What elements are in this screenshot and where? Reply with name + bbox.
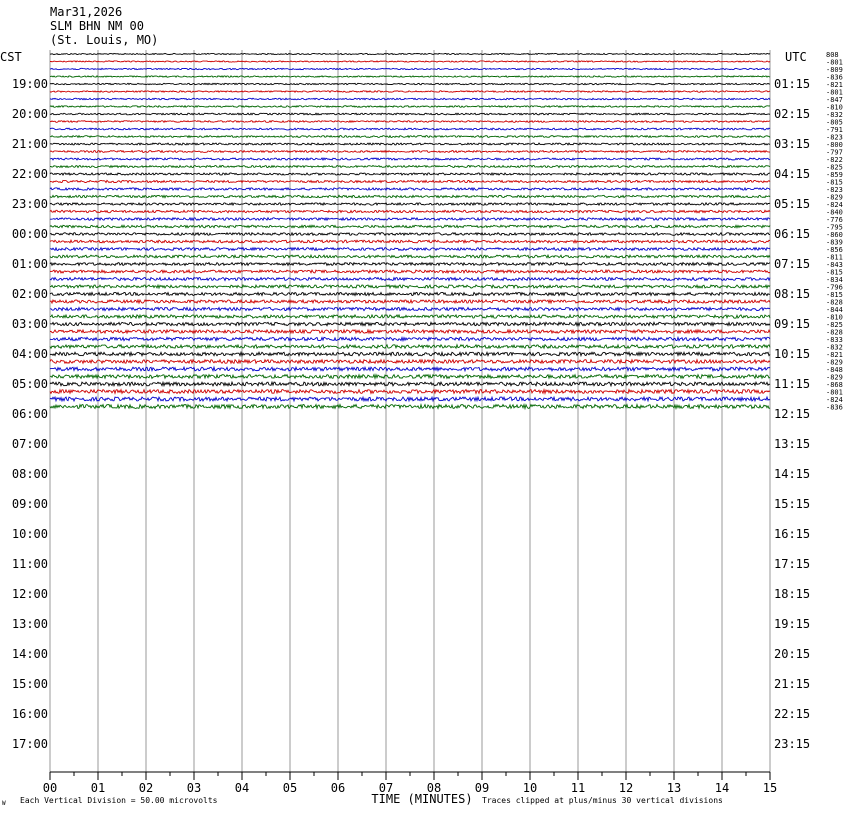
trace-line-14: [50, 158, 770, 160]
trace-line-7: [50, 106, 770, 108]
left-hour-label: 04:00: [11, 347, 48, 361]
trace-offset-label: -797: [826, 148, 843, 157]
trace-offset-label: -791: [826, 126, 843, 134]
left-hour-label: 11:00: [11, 557, 48, 571]
trace-offset-label: -821: [826, 351, 843, 359]
trace-line-24: [50, 233, 770, 236]
left-hour-label: 21:00: [11, 137, 48, 151]
left-hour-labels: [12, 77, 48, 751]
trace-line-37: [50, 330, 770, 333]
left-hour-label: 14:00: [11, 647, 48, 661]
trace-line-22: [50, 218, 770, 220]
trace-line-17: [50, 180, 770, 182]
left-hour-label: 17:00: [11, 737, 48, 751]
right-hour-label: 21:15: [774, 677, 811, 691]
right-hour-label: 03:15: [774, 137, 811, 151]
trace-offset-labels: [826, 51, 843, 412]
date-label: Mar31,2026: [50, 5, 123, 19]
trace-offset-label: -848: [826, 366, 843, 374]
trace-offset-label: -815: [826, 178, 843, 187]
right-hour-label: 06:15: [774, 227, 811, 241]
x-tick-label-11: 11: [570, 781, 586, 795]
trace-offset-label: -829: [826, 358, 843, 367]
trace-line-5: [50, 91, 770, 92]
right-hour-label: 18:15: [774, 587, 811, 601]
right-hour-label: 20:15: [774, 647, 811, 661]
trace-offset-label: -776: [826, 216, 843, 224]
right-hour-label: 13:15: [774, 437, 811, 451]
x-axis-title: TIME (MINUTES): [371, 792, 473, 806]
location-label: (St. Louis, MO): [50, 33, 159, 47]
trace-offset-label: -847: [826, 96, 843, 104]
corner-mark: W: [2, 800, 6, 807]
trace-offset-label: -839: [826, 238, 843, 247]
x-tick-label-12: 12: [618, 781, 634, 795]
trace-offset-label: -822: [826, 156, 843, 164]
trace-line-15: [50, 165, 770, 167]
x-tick-label-00: 00: [42, 781, 58, 795]
right-hour-label: 16:15: [774, 527, 811, 541]
trace-offset-label: -828: [826, 298, 843, 307]
x-tick-label-03: 03: [186, 781, 202, 795]
trace-line-32: [50, 292, 770, 295]
trace-line-29: [50, 270, 770, 273]
x-tick-label-02: 02: [138, 781, 154, 795]
trace-offset-label: -823: [826, 133, 843, 142]
trace-line-2: [50, 68, 770, 69]
left-hour-label: 00:00: [11, 227, 48, 241]
trace-line-30: [50, 278, 770, 281]
trace-offset-label: -868: [826, 381, 843, 389]
trace-line-12: [50, 143, 770, 145]
trace-offset-label: -795: [826, 223, 843, 232]
trace-offset-label: -823: [826, 186, 843, 194]
trace-line-18: [50, 188, 770, 190]
left-hour-label: 05:00: [11, 377, 48, 391]
trace-offset-label: -824: [826, 201, 843, 209]
trace-offset-label: -810: [826, 313, 843, 322]
trace-offset-label: -859: [826, 171, 843, 179]
trace-line-38: [50, 337, 770, 340]
right-hour-label: 05:15: [774, 197, 811, 211]
trace-line-10: [50, 128, 770, 130]
trace-line-31: [50, 285, 770, 288]
right-hour-label: 10:15: [774, 347, 811, 361]
trace-offset-label: -844: [826, 306, 843, 314]
trace-offset-label: -821: [826, 81, 843, 89]
trace-line-4: [50, 83, 770, 84]
left-hour-label: 07:00: [11, 437, 48, 451]
trace-offset-label: -815: [826, 291, 843, 299]
left-hour-label: 02:00: [11, 287, 48, 301]
trace-offset-label: -801: [826, 88, 843, 97]
right-hour-label: 07:15: [774, 257, 811, 271]
right-hour-label: 09:15: [774, 317, 811, 331]
trace-line-41: [50, 360, 770, 364]
x-tick-label-09: 09: [474, 781, 490, 795]
trace-line-6: [50, 98, 770, 100]
right-hour-label: 17:15: [774, 557, 811, 571]
right-hour-label: 12:15: [774, 407, 811, 421]
trace-line-25: [50, 240, 770, 243]
right-hour-label: 01:15: [774, 77, 811, 91]
x-tick-label-04: 04: [234, 781, 250, 795]
right-hour-label: 22:15: [774, 707, 811, 721]
left-hour-label: 19:00: [11, 77, 48, 91]
right-hour-label: 19:15: [774, 617, 811, 631]
trace-offset-label: -825: [826, 163, 843, 172]
left-hour-label: 08:00: [11, 467, 48, 481]
trace-line-36: [50, 322, 770, 325]
left-hour-label: 13:00: [11, 617, 48, 631]
trace-line-16: [50, 173, 770, 175]
trace-line-3: [50, 76, 770, 77]
trace-offset-label: -801: [826, 388, 843, 397]
x-tick-label-08: 08: [426, 781, 442, 795]
trace-offset-label: -801: [826, 58, 843, 67]
trace-line-19: [50, 195, 770, 197]
trace-offset-label: -829: [826, 373, 843, 382]
x-tick-label-06: 06: [330, 781, 346, 795]
trace-offset-label: -860: [826, 231, 843, 239]
trace-line-43: [50, 375, 770, 379]
left-timezone-label: CST: [0, 50, 22, 64]
trace-line-42: [50, 367, 770, 371]
trace-offset-label: -796: [826, 283, 843, 292]
trace-offset-label: 808: [826, 51, 839, 59]
left-hour-label: 22:00: [11, 167, 48, 181]
right-hour-label: 02:15: [774, 107, 811, 121]
trace-offset-label: -829: [826, 193, 843, 202]
trace-offset-label: -856: [826, 246, 843, 254]
right-hour-label: 11:15: [774, 377, 811, 391]
left-hour-label: 06:00: [11, 407, 48, 421]
x-tick-label-15: 15: [762, 781, 778, 795]
left-hour-label: 16:00: [11, 707, 48, 721]
trace-line-45: [50, 390, 770, 394]
trace-offset-label: -843: [826, 261, 843, 269]
clip-note: Traces clipped at plus/minus 30 vertical divisions: [482, 796, 723, 805]
trace-line-35: [50, 315, 770, 318]
trace-line-47: [50, 405, 770, 409]
trace-offset-label: -840: [826, 208, 843, 217]
trace-group: [50, 53, 770, 408]
trace-offset-label: -810: [826, 103, 843, 112]
left-hour-label: 03:00: [11, 317, 48, 331]
x-tick-label-01: 01: [90, 781, 106, 795]
trace-line-11: [50, 136, 770, 138]
trace-offset-label: -811: [826, 253, 843, 262]
x-tick-label-14: 14: [714, 781, 730, 795]
trace-line-27: [50, 255, 770, 258]
left-hour-label: 12:00: [11, 587, 48, 601]
trace-line-34: [50, 307, 770, 310]
trace-offset-label: -832: [826, 343, 843, 352]
left-hour-label: 09:00: [11, 497, 48, 511]
trace-line-44: [50, 382, 770, 386]
trace-line-33: [50, 300, 770, 303]
trace-offset-label: -815: [826, 268, 843, 277]
scale-note: Each Vertical Division = 50.00 microvolts: [20, 796, 218, 805]
right-hour-label: 04:15: [774, 167, 811, 181]
trace-line-21: [50, 210, 770, 212]
right-hour-labels: [774, 77, 810, 751]
trace-offset-label: -805: [826, 118, 843, 127]
trace-offset-label: -832: [826, 111, 843, 119]
trace-line-1: [50, 61, 770, 62]
x-tick-label-10: 10: [522, 781, 538, 795]
right-hour-label: 15:15: [774, 497, 811, 511]
trace-offset-label: -836: [826, 73, 843, 82]
x-tick-label-05: 05: [282, 781, 298, 795]
station-label: SLM BHN NM 00: [50, 19, 144, 33]
right-hour-label: 14:15: [774, 467, 811, 481]
x-tick-label-07: 07: [378, 781, 394, 795]
trace-offset-label: -834: [826, 276, 843, 284]
left-hour-label: 01:00: [11, 257, 48, 271]
trace-offset-label: -836: [826, 403, 843, 412]
trace-line-23: [50, 225, 770, 228]
left-hour-label: 15:00: [11, 677, 48, 691]
trace-line-46: [50, 397, 770, 401]
x-tick-label-13: 13: [666, 781, 682, 795]
trace-offset-label: -825: [826, 321, 843, 329]
trace-offset-label: -809: [826, 66, 843, 74]
trace-line-0: [50, 53, 770, 54]
trace-line-20: [50, 203, 770, 205]
left-hour-label: 20:00: [11, 107, 48, 121]
trace-line-28: [50, 263, 770, 266]
left-hour-label: 23:00: [11, 197, 48, 211]
trace-offset-label: -824: [826, 396, 843, 404]
trace-line-9: [50, 121, 770, 123]
trace-line-26: [50, 248, 770, 251]
left-hour-label: 10:00: [11, 527, 48, 541]
right-timezone-label: UTC: [785, 50, 807, 64]
trace-line-40: [50, 352, 770, 356]
trace-line-13: [50, 151, 770, 153]
trace-offset-label: -833: [826, 336, 843, 344]
trace-line-8: [50, 113, 770, 115]
trace-offset-label: -828: [826, 328, 843, 337]
right-hour-label: 23:15: [774, 737, 811, 751]
trace-offset-label: -800: [826, 141, 843, 149]
trace-line-39: [50, 345, 770, 348]
right-hour-label: 08:15: [774, 287, 811, 301]
